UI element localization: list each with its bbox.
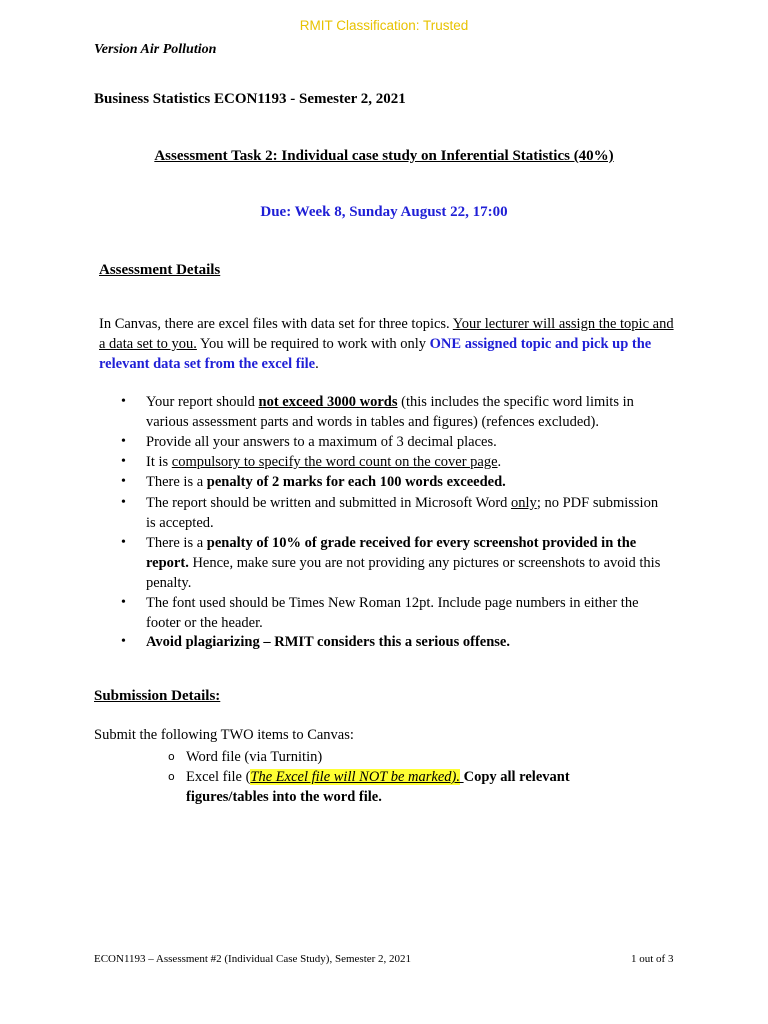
version-label: Version Air Pollution: [94, 42, 217, 57]
item-emphasis: compulsory to specify the word count on the cover page: [171, 454, 498, 470]
list-item: [99, 533, 669, 593]
item-text: Hence, make sure you are not providing any pictures or screenshots to avoid this penalty.: [146, 555, 661, 591]
bullet-icon: •: [121, 634, 126, 649]
submission-details-heading: Submission Details:: [94, 688, 221, 704]
task-title: [0, 148, 768, 165]
para-text-4: ONE assigned topic and pick up the relevant data set from the excel file: [99, 336, 652, 372]
list-item: [99, 392, 669, 432]
bullet-icon: •: [121, 454, 126, 469]
list-item: [164, 767, 624, 807]
bullet-icon: •: [121, 394, 126, 409]
item-text: .: [497, 454, 502, 470]
item-emphasis: Avoid plagiarizing – RMIT considers this a serious offense.: [146, 634, 510, 650]
item-text: There is a: [146, 535, 207, 551]
classification-label: RMIT Classification: Trusted: [299, 18, 469, 33]
item-text: It is: [146, 454, 172, 470]
circle-bullet-icon: o: [168, 750, 175, 763]
due-date: Due: Week 8, Sunday August 22, 17:00: [260, 204, 508, 220]
para-text-3: You will be required to work with only: [196, 336, 430, 352]
bullet-icon: •: [121, 595, 126, 610]
list-item: [99, 593, 669, 633]
assessment-details-paragraph: [99, 314, 679, 374]
item-text: Your report should: [146, 394, 259, 410]
bullet-icon: •: [121, 495, 126, 510]
item-text: There is a: [146, 474, 207, 490]
item-text: The report should be written and submitted in Microsoft Word: [146, 495, 512, 511]
item-text: The font used should be Times New Roman 12pt. Include page numbers in either the footer or the header.: [146, 595, 639, 631]
item-text: (this includes the specific word limits in various assessment parts and words in tables and figures) (refences excluded).: [146, 394, 634, 430]
para-text-5: .: [315, 356, 319, 372]
bullet-icon: •: [121, 474, 126, 489]
course-title: Business Statistics ECON1193 - Semester 2, 2021: [94, 91, 406, 107]
item-emphasis: Copy all relevant figures/tables into the word file.: [186, 769, 570, 805]
list-item: [99, 452, 669, 472]
item-text: Provide all your answers to a maximum of 3 decimal places.: [146, 434, 497, 450]
task-title-text: Assessment Task 2: Individual case study on Inferential Statistics (40%): [154, 148, 614, 164]
item-text: ; no PDF submission is accepted.: [146, 495, 659, 531]
list-item: [164, 747, 624, 767]
list-item: [99, 432, 669, 452]
list-item: [99, 493, 669, 533]
assessment-details-heading: Assessment Details: [99, 262, 221, 278]
highlighted-note: The Excel file will NOT be marked).: [250, 769, 460, 785]
para-text-2: Your lecturer will assign the topic and a data set to you.: [99, 316, 674, 352]
item-text: Excel file (: [186, 769, 251, 785]
list-item: [99, 472, 669, 492]
bullet-icon: •: [121, 535, 126, 550]
submission-list: [164, 747, 624, 807]
item-emphasis: penalty of 10% of grade received for every screenshot provided in the report.: [146, 535, 637, 571]
page-number: 1 out of 3: [631, 953, 674, 965]
footer-text: ECON1193 – Assessment #2 (Individual Case Study), Semester 2, 2021: [94, 953, 412, 965]
bullet-icon: •: [121, 434, 126, 449]
submission-intro: Submit the following TWO items to Canvas:: [94, 727, 354, 743]
item-text: Word file (via Turnitin): [186, 749, 323, 765]
item-emphasis: penalty of 2 marks for each 100 words exceeded.: [206, 474, 506, 490]
item-emphasis: not exceed 3000 words: [258, 394, 398, 410]
list-item: [99, 632, 669, 652]
circle-bullet-icon: o: [168, 770, 175, 783]
para-text-1: In Canvas, there are excel files with data set for three topics.: [99, 316, 453, 332]
item-emphasis: only: [511, 495, 537, 511]
